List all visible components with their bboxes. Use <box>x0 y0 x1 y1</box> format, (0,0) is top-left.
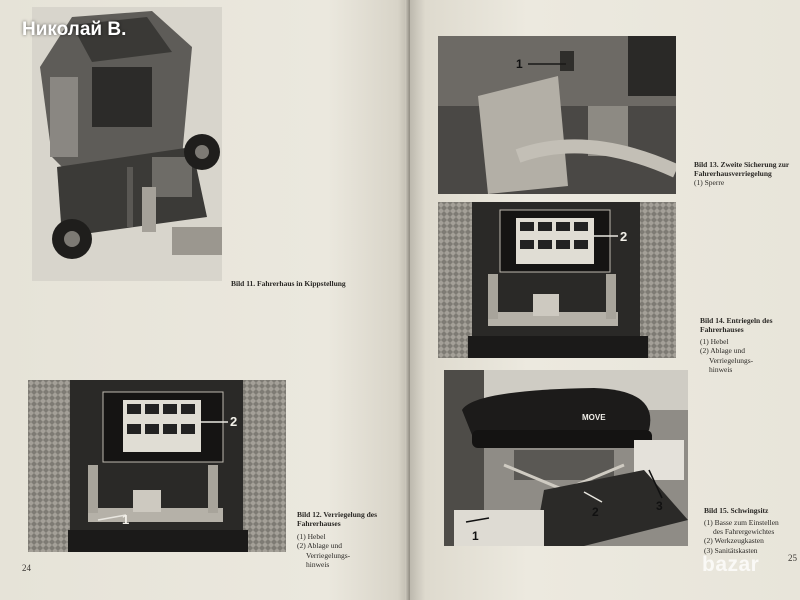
fig14-item-3: Verriegelungs- <box>709 355 754 365</box>
site-logo-watermark: bazar <box>702 553 760 576</box>
fig12-caption <box>297 510 402 569</box>
fig11-title: Bild 11. Fahrerhaus in Kippstellung <box>231 279 346 288</box>
fig15-callout-1: 1 <box>472 529 479 543</box>
photo-suspension-seat <box>444 370 688 546</box>
fig12-item-4: hinweis <box>306 559 330 569</box>
photo-cab-tilted <box>32 7 222 281</box>
fig13-callout-1: 1 <box>516 57 523 71</box>
seller-watermark: Николай В. <box>22 19 127 40</box>
fig13-title: Bild 13. Zweite Sicherung zur Fahrerhausverriegelung <box>694 160 790 179</box>
fig12-callout-2: 2 <box>230 414 238 429</box>
fig14-item-1: (1) Hebel <box>700 337 729 347</box>
cab-lock-illustration <box>28 380 286 552</box>
seat-brand-label: MOVE <box>582 413 606 422</box>
fig12-item-1: (1) Hebel <box>297 532 326 542</box>
cab-unlock-illustration <box>438 202 676 358</box>
fig14-item-4: hinweis <box>709 364 733 374</box>
fig13-item-1: (1) Sperre <box>694 178 725 188</box>
right-page <box>410 0 800 600</box>
right-page-number: 25 <box>788 553 797 563</box>
fig15-item-1: (1) Basse zum Einstellen <box>704 518 779 528</box>
fig15-item-2: des Fahrergewichtes <box>713 527 775 537</box>
left-page-number: 24 <box>22 563 31 573</box>
fig12-item-2: (2) Ablage und <box>297 541 342 551</box>
fig15-item-4: (3) Sanitätskasten <box>704 545 758 555</box>
fig14-callout-2: 2 <box>620 229 628 244</box>
fig15-callout-2: 2 <box>592 505 599 519</box>
cab-tilted-illustration <box>32 7 222 281</box>
photo-second-lock <box>438 36 676 194</box>
fig12-title: Bild 12. Verriegelung des Fahrerhauses <box>297 510 378 529</box>
fig15-callout-3: 3 <box>656 499 663 513</box>
fig12-item-3: Verriegelungs- <box>306 550 351 560</box>
photo-cab-lock <box>28 380 286 552</box>
fig14-item-2: (2) Ablage und <box>700 346 745 356</box>
fig15-item-3: (2) Werkzeugkasten <box>704 536 764 546</box>
second-lock-illustration <box>438 36 676 194</box>
fig14-caption <box>700 316 798 374</box>
fig15-title: Bild 15. Schwingsitz <box>704 506 769 515</box>
fig13-caption <box>694 160 794 187</box>
fig14-title: Bild 14. Entriegeln des Fahrerhauses <box>700 316 773 335</box>
fig11-caption <box>231 279 401 288</box>
fig15-caption <box>704 506 798 555</box>
photo-cab-unlock <box>438 202 676 358</box>
fig12-callout-1: 1 <box>122 512 130 527</box>
suspension-seat-illustration <box>444 370 688 546</box>
